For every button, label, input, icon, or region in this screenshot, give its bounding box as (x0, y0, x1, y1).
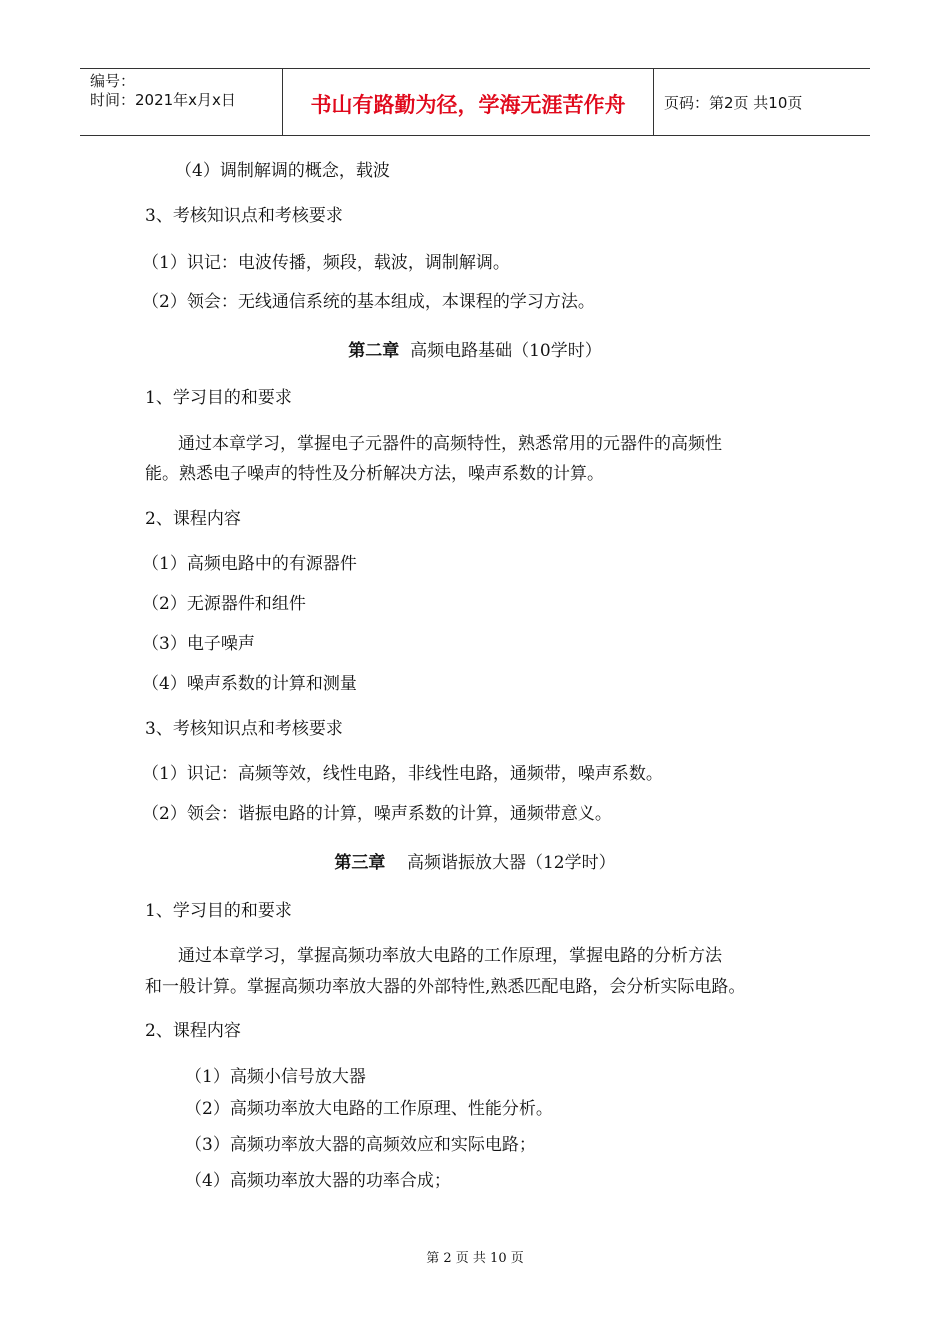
chapter-heading (0, 852, 950, 874)
text-line: （2）领会：谐振电路的计算，噪声系数的计算，通频带意义。 (142, 804, 612, 824)
text-line: （4）噪声系数的计算和测量 (142, 674, 357, 694)
text-line: （3）高频功率放大器的高频效应和实际电路； (185, 1135, 536, 1155)
text-line: 通过本章学习，掌握电子元器件的高频特性，熟悉常用的元器件的高频性 (178, 434, 722, 454)
chapter-heading (0, 340, 950, 362)
header-page-info: 页码：第2页 共10页 (664, 93, 803, 112)
text-line: （2）高频功率放大电路的工作原理、性能分析。 (185, 1099, 553, 1119)
text-line: 3、考核知识点和考核要求 (145, 206, 343, 226)
chapter-title: 高频谐振放大器（12学时） (406, 853, 616, 873)
text-line: （1）识记：电波传播，频段，载波，调制解调。 (142, 253, 510, 273)
page-header (80, 68, 870, 136)
text-line: 和一般计算。掌握高频功率放大器的外部特性,熟悉匹配电路，会分析实际电路。 (145, 977, 746, 997)
text-line: （1）识记：高频等效，线性电路，非线性电路，通频带，噪声系数。 (142, 764, 663, 784)
text-line: 3、考核知识点和考核要求 (145, 719, 343, 739)
header-time: 时间：2021年x月x日 (90, 91, 236, 109)
text-line: （1）高频小信号放大器 (185, 1067, 366, 1087)
text-line: （2）领会：无线通信系统的基本组成，本课程的学习方法。 (142, 292, 595, 312)
chapter-label: 第二章 (348, 341, 400, 361)
text-line: 通过本章学习，掌握高频功率放大电路的工作原理，掌握电路的分析方法 (178, 946, 722, 966)
header-number: 编号： (90, 72, 136, 90)
text-line: 1、学习目的和要求 (145, 901, 292, 921)
header-motto: 书山有路勤为径，学海无涯苦作舟 (283, 69, 654, 135)
text-line: （1）高频电路中的有源器件 (142, 554, 357, 574)
chapter-label: 第三章 (334, 853, 386, 873)
text-line: 2、课程内容 (145, 1021, 241, 1041)
chapter-title: 高频电路基础（10学时） (410, 341, 602, 361)
text-line: （3）电子噪声 (142, 634, 255, 654)
text-line: （2）无源器件和组件 (142, 594, 306, 614)
header-meta (80, 69, 283, 135)
text-line: 1、学习目的和要求 (145, 388, 292, 408)
text-line: 2、课程内容 (145, 509, 241, 529)
text-line: 能。熟悉电子噪声的特性及分析解决方法，噪声系数的计算。 (145, 464, 604, 484)
text-line: （4）调制解调的概念，载波 (175, 161, 390, 181)
page-footer: 第 2 页 共 10 页 (426, 1251, 524, 1266)
text-line: （4）高频功率放大器的功率合成； (185, 1171, 451, 1191)
